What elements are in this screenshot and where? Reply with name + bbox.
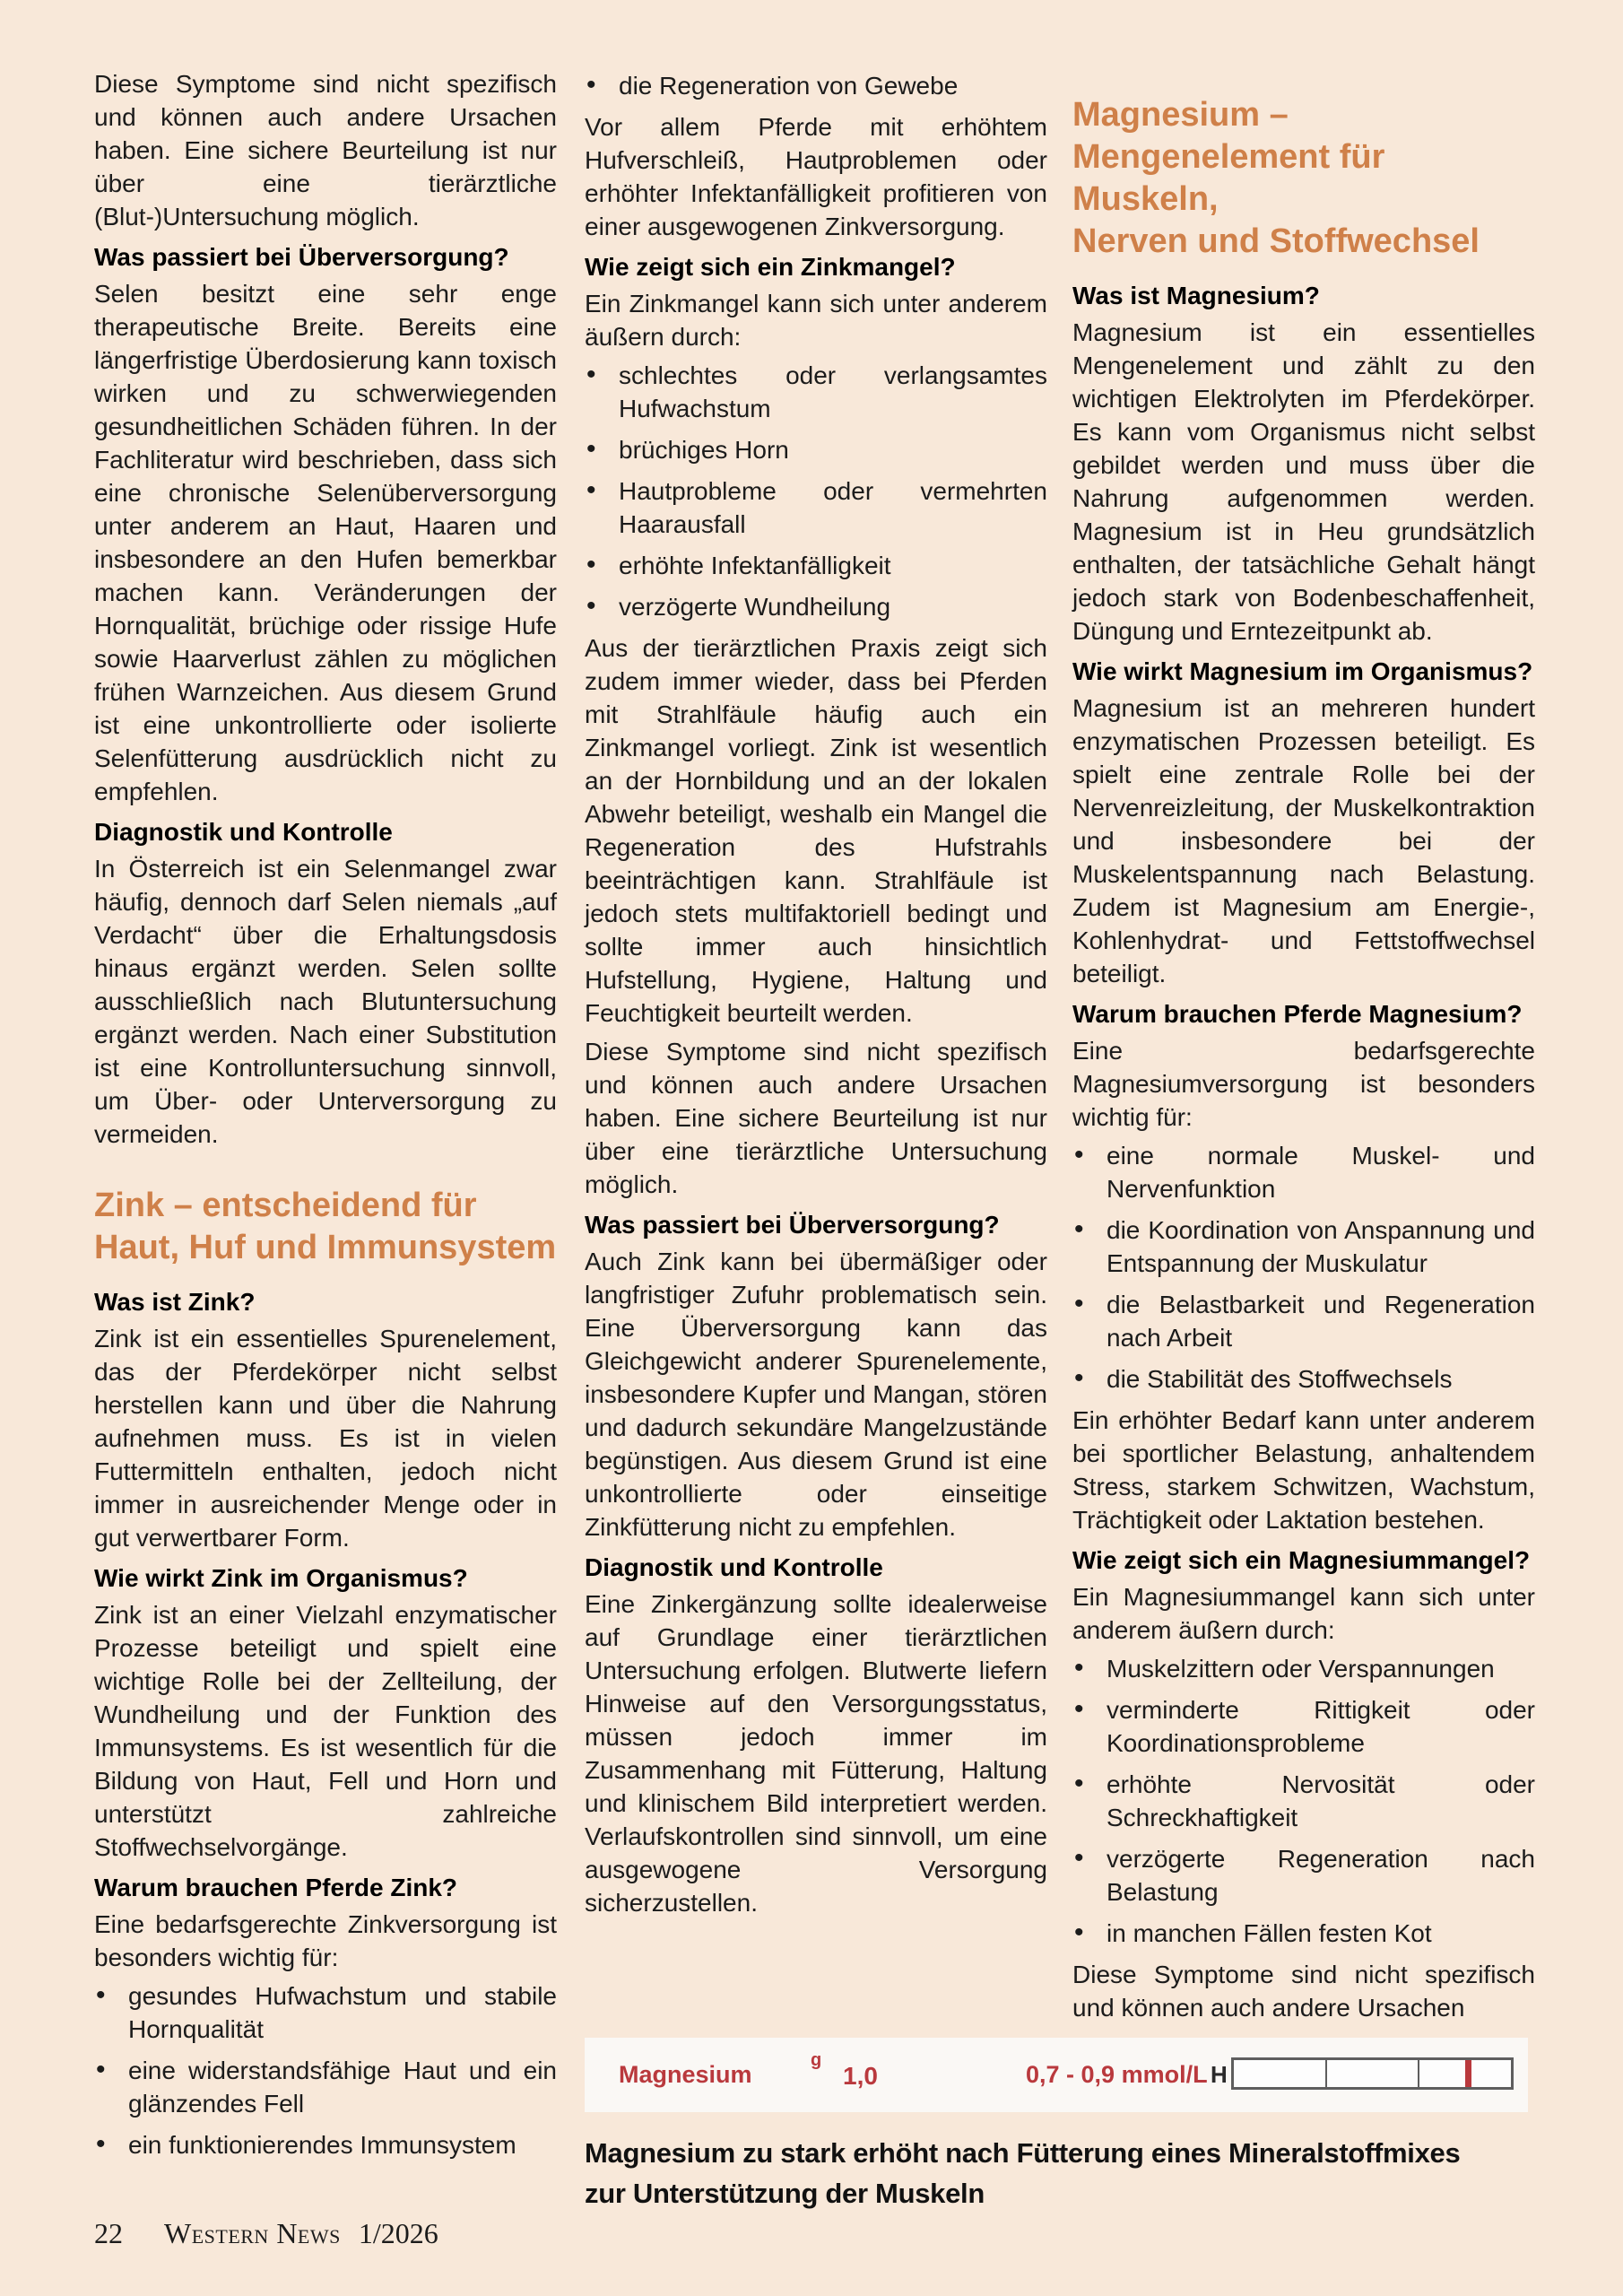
bar-divider xyxy=(1325,2060,1327,2087)
subheading: Was ist Zink? xyxy=(94,1288,256,1316)
bullet-item xyxy=(585,433,1047,466)
bullet-text: brüchiges Horn xyxy=(619,436,789,464)
bullet-dot-icon: • xyxy=(96,2129,106,2159)
body-paragraph: Ein erhöhter Bedarf kann unter anderem bei sportlicher Belastung, anhaltendem Stress, starkem Schwitzen, Wachstum, Trächtigkeit oder Laktation bestehen. xyxy=(1072,1406,1535,1534)
bullet-text: die Koordination von Anspannung und Entspannung der Muskulatur xyxy=(1107,1216,1535,1277)
bullet-item xyxy=(585,359,1047,425)
bullet-text: schlechtes oder verlangsamtes Hufwachstum xyxy=(619,361,1047,422)
lab-value: 1,0 xyxy=(843,2062,878,2090)
bullet-item xyxy=(1072,1842,1535,1909)
lab-range-bar xyxy=(1231,2057,1514,2090)
bullet-dot-icon: • xyxy=(1074,1363,1084,1393)
bullet-list xyxy=(94,1979,557,2161)
body-paragraph: Auch Zink kann bei übermäßiger oder langfristiger Zufuhr problematisch sein. Eine Überversorgung kann das Gleichgewicht anderer Spurenelemente, insbesondere Kupfer und Mangan, stören und dadurch sekundäre Mangelzustände begünstigen. Aus diesem Grund ist eine unkontrollierte oder einseitige Zinkfütterung nicht zu empfehlen. xyxy=(585,1248,1047,1541)
bullet-text: ein funktionierendes Immunsystem xyxy=(128,2131,516,2159)
bullet-item xyxy=(585,549,1047,582)
bullet-dot-icon: • xyxy=(586,591,596,621)
subheading: Was passiert bei Überversorgung? xyxy=(585,1211,1000,1239)
lab-high-flag: H xyxy=(1211,2061,1228,2088)
subheading: Was passiert bei Überversorgung? xyxy=(94,243,509,271)
lab-result-figure xyxy=(585,2038,1528,2112)
bullet-text: eine widerstandsfähige Haut und ein glänzendes Fell xyxy=(128,2057,557,2118)
bullet-text: erhöhte Infektanfälligkeit xyxy=(619,552,891,579)
bullet-item xyxy=(1072,1213,1535,1280)
bullet-item xyxy=(585,474,1047,541)
bullet-text: die Stabilität des Stoffwechsels xyxy=(1107,1365,1453,1393)
bullet-text: gesundes Hufwachstum und stabile Hornqualität xyxy=(128,1982,557,2043)
column-zink xyxy=(585,67,1047,1925)
bullet-dot-icon: • xyxy=(1074,1843,1084,1873)
bullet-item xyxy=(585,69,1047,102)
bullet-text: die Regeneration von Gewebe xyxy=(619,72,959,100)
bullet-item xyxy=(1072,1288,1535,1354)
subheading: Wie zeigt sich ein Zinkmangel? xyxy=(585,253,956,281)
body-paragraph: Diese Symptome sind nicht spezifisch und können auch andere Ursachen haben. Eine sichere Beurteilung ist nur über eine tierärztliche (Blut-)Untersuchung möglich. xyxy=(94,70,557,230)
bullet-dot-icon: • xyxy=(586,70,596,100)
bullet-dot-icon: • xyxy=(1074,1769,1084,1798)
bullet-dot-icon: • xyxy=(96,2055,106,2084)
bullet-text: in manchen Fällen festen Kot xyxy=(1107,1919,1432,1947)
lab-unit-superscript: g xyxy=(811,2050,822,2070)
bullet-item xyxy=(1072,1693,1535,1760)
bullet-item xyxy=(1072,1139,1535,1205)
bullet-dot-icon: • xyxy=(586,434,596,464)
subheading: Wie wirkt Magnesium im Organismus? xyxy=(1072,657,1533,685)
issue-number: 1/2026 xyxy=(358,2217,438,2249)
bullet-text: verzögerte Regeneration nach Belastung xyxy=(1107,1845,1535,1906)
body-paragraph: Ein Magnesiummangel kann sich unter anderem äußern durch: xyxy=(1072,1583,1535,1644)
bullet-text: Muskelzittern oder Verspannungen xyxy=(1107,1655,1495,1683)
bullet-text: erhöhte Nervosität oder Schreckhaftigkeit xyxy=(1107,1770,1535,1831)
bullet-dot-icon: • xyxy=(586,550,596,579)
column-selen-zink xyxy=(94,67,557,2159)
bullet-item xyxy=(585,590,1047,623)
bullet-dot-icon: • xyxy=(1074,1289,1084,1318)
body-paragraph: Selen besitzt eine sehr enge therapeutische Breite. Bereits eine längerfristige Überdosierung kann toxisch wirken und zu schwerwiegenden gesundheitlichen Schäden führen. In der Fachliteratur wird beschrieben, dass sich eine chronische Selenüberversorgung unter anderem an Haut, Haaren und insbesondere an den Hufen bemerkbar machen kann. Veränderungen der Hornqualität, brüchige oder rissige Hufe sowie Haarverlust zählen zu möglichen frühen Warnzeichen. Aus diesem Grund ist eine unkontrollierte oder isolierte Selenfütterung ausdrücklich nicht zu empfehlen. xyxy=(94,280,557,805)
bullet-list xyxy=(585,359,1047,623)
section-heading: Zink – entscheidend für Haut, Huf und Immunsystem xyxy=(94,1187,557,1266)
body-paragraph: Diese Symptome sind nicht spezifisch und können auch andere Ursachen xyxy=(1072,1961,1535,2022)
body-paragraph: Eine bedarfsgerechte Zinkversorgung ist besonders wichtig für: xyxy=(94,1910,557,1971)
bar-divider xyxy=(1418,2060,1419,2087)
body-paragraph: Aus der tierärztlichen Praxis zeigt sich zudem immer wieder, dass bei Pferden mit Strahlfäule häufig auch ein Zinkmangel vorliegt. Zink ist wesentlich an der Hornbildung und an der lokalen Abwehr beteiligt, weshalb ein Mangel die Regeneration des Hufstrahls beeinträchtigen kann. Strahlfäule ist jedoch stets multifaktoriell bedingt und sollte immer auch hinsichtlich Hufstellung, Hygiene, Haltung und Feuchtigkeit beurteilt werden. xyxy=(585,634,1047,1027)
subheading: Wie zeigt sich ein Magnesiummangel? xyxy=(1072,1546,1531,1574)
bullet-text: verzögerte Wundheilung xyxy=(619,593,891,621)
bullet-item xyxy=(1072,1362,1535,1396)
bullet-dot-icon: • xyxy=(586,360,596,389)
body-paragraph: In Österreich ist ein Selenmangel zwar häufig, dennoch darf Selen niemals „auf Verdacht“ über die Erhaltungsdosis hinaus ergänzt werden. Selen sollte ausschließlich nach Blutuntersuchung ergänzt werden. Nach einer Substitution ist eine Kontrolluntersuchung sinnvoll, um Über- oder Unterversorgung zu vermeiden. xyxy=(94,855,557,1148)
column-magnesium xyxy=(1072,67,1535,2030)
bullet-list xyxy=(585,69,1047,102)
bullet-item xyxy=(1072,1917,1535,1950)
section-heading: Magnesium – Mengenelement für Muskeln, Nerven und Stoffwechsel xyxy=(1072,96,1480,260)
bullet-item xyxy=(94,1979,557,2046)
bullet-dot-icon: • xyxy=(96,1980,106,2010)
body-paragraph: Magnesium ist an mehreren hundert enzymatischen Prozessen beteiligt. Es spielt eine zentrale Rolle bei der Nervenreizleitung, der Muskelkontraktion und insbesondere bei der Muskelentspannung nach Belastung. Zudem ist Magnesium am Energie-, Kohlenhydrat- und Fettstoffwechsel beteiligt. xyxy=(1072,694,1535,987)
subheading: Wie wirkt Zink im Organismus? xyxy=(94,1564,468,1592)
lab-reference-range: 0,7 - 0,9 mmol/L xyxy=(1026,2061,1208,2088)
subheading: Diagnostik und Kontrolle xyxy=(585,1553,883,1581)
subheading: Diagnostik und Kontrolle xyxy=(94,818,393,846)
bullet-dot-icon: • xyxy=(586,475,596,505)
bullet-item xyxy=(94,2128,557,2161)
bullet-dot-icon: • xyxy=(1074,1140,1084,1170)
body-paragraph: Eine bedarfsgerechte Magnesiumversorgung ist besonders wichtig für: xyxy=(1072,1037,1535,1131)
bullet-text: verminderte Rittigkeit oder Koordinationsprobleme xyxy=(1107,1696,1535,1757)
body-paragraph: Zink ist an einer Vielzahl enzymatischer Prozesse beteiligt und spielt eine wichtige Rolle bei der Zellteilung, der Wundheilung und der Funktion des Immunsystems. Es ist wesentlich für die Bildung von Haut, Fell und Horn und unterstützt zahlreiche Stoffwechselvorgänge. xyxy=(94,1601,557,1861)
lab-analyte-label: Magnesium xyxy=(619,2061,752,2088)
page-number: 22 xyxy=(94,2217,123,2249)
bar-value-marker xyxy=(1465,2060,1471,2087)
bullet-text: Hautprobleme oder vermehrten Haarausfall xyxy=(619,477,1047,538)
bullet-list xyxy=(1072,1139,1535,1396)
bullet-dot-icon: • xyxy=(1074,1694,1084,1724)
bullet-item xyxy=(94,2054,557,2120)
bullet-dot-icon: • xyxy=(1074,1214,1084,1244)
bullet-text: die Belastbarkeit und Regeneration nach Arbeit xyxy=(1107,1291,1535,1352)
bullet-dot-icon: • xyxy=(1074,1918,1084,1947)
body-paragraph: Magnesium ist ein essentielles Mengenelement und zählt zu den wichtigen Elektrolyten im Pferdekörper. Es kann vom Organismus nicht selbst gebildet werden und muss über die Nahrung aufgenommen werden. Magnesium ist in Heu grundsätzlich enthalten, der tatsächliche Gehalt hängt jedoch stark von Bodenbeschaffenheit, Düngung und Erntezeitpunkt ab. xyxy=(1072,318,1535,645)
subheading: Was ist Magnesium? xyxy=(1072,282,1320,309)
subheading: Warum brauchen Pferde Magnesium? xyxy=(1072,1000,1523,1028)
body-paragraph: Ein Zinkmangel kann sich unter anderem äußern durch: xyxy=(585,290,1047,351)
body-paragraph: Eine Zinkergänzung sollte idealerweise auf Grundlage einer tierärztlichen Untersuchung erfolgen. Blutwerte liefern Hinweise auf den Versorgungsstatus, müssen jedoch immer im Zusammenhang mit Fütterung, Haltung und klinischem Bild interpretiert werden. Verlaufskontrollen sind sinnvoll, um eine ausgewogene Versorgung sicherzustellen. xyxy=(585,1590,1047,1917)
page-footer xyxy=(94,2217,438,2250)
bullet-list xyxy=(1072,1652,1535,1950)
figure-caption: Magnesium zu stark erhöht nach Fütterung eines Mineralstoffmixes zur Unterstützung der Muskeln xyxy=(585,2137,1461,2209)
subheading: Warum brauchen Pferde Zink? xyxy=(94,1874,458,1901)
body-paragraph: Diese Symptome sind nicht spezifisch und können auch andere Ursachen haben. Eine sichere Beurteilung ist nur über eine tierärztliche Untersuchung möglich. xyxy=(585,1038,1047,1198)
bullet-item xyxy=(1072,1652,1535,1685)
magazine-name: Western News xyxy=(164,2217,341,2249)
bullet-item xyxy=(1072,1768,1535,1834)
bullet-text: eine normale Muskel- und Nervenfunktion xyxy=(1107,1142,1535,1203)
bullet-dot-icon: • xyxy=(1074,1653,1084,1683)
body-paragraph: Vor allem Pferde mit erhöhtem Hufverschleiß, Hautproblemen oder erhöhter Infektanfälligkeit profitieren von einer ausgewogenen Zinkversorgung. xyxy=(585,113,1047,240)
body-paragraph: Zink ist ein essentielles Spurenelement, das der Pferdekörper nicht selbst herstellen kann und über die Nahrung aufnehmen muss. Es ist in vielen Futtermitteln enthalten, jedoch nicht immer in ausreichender Menge oder in gut verwertbarer Form. xyxy=(94,1325,557,1552)
